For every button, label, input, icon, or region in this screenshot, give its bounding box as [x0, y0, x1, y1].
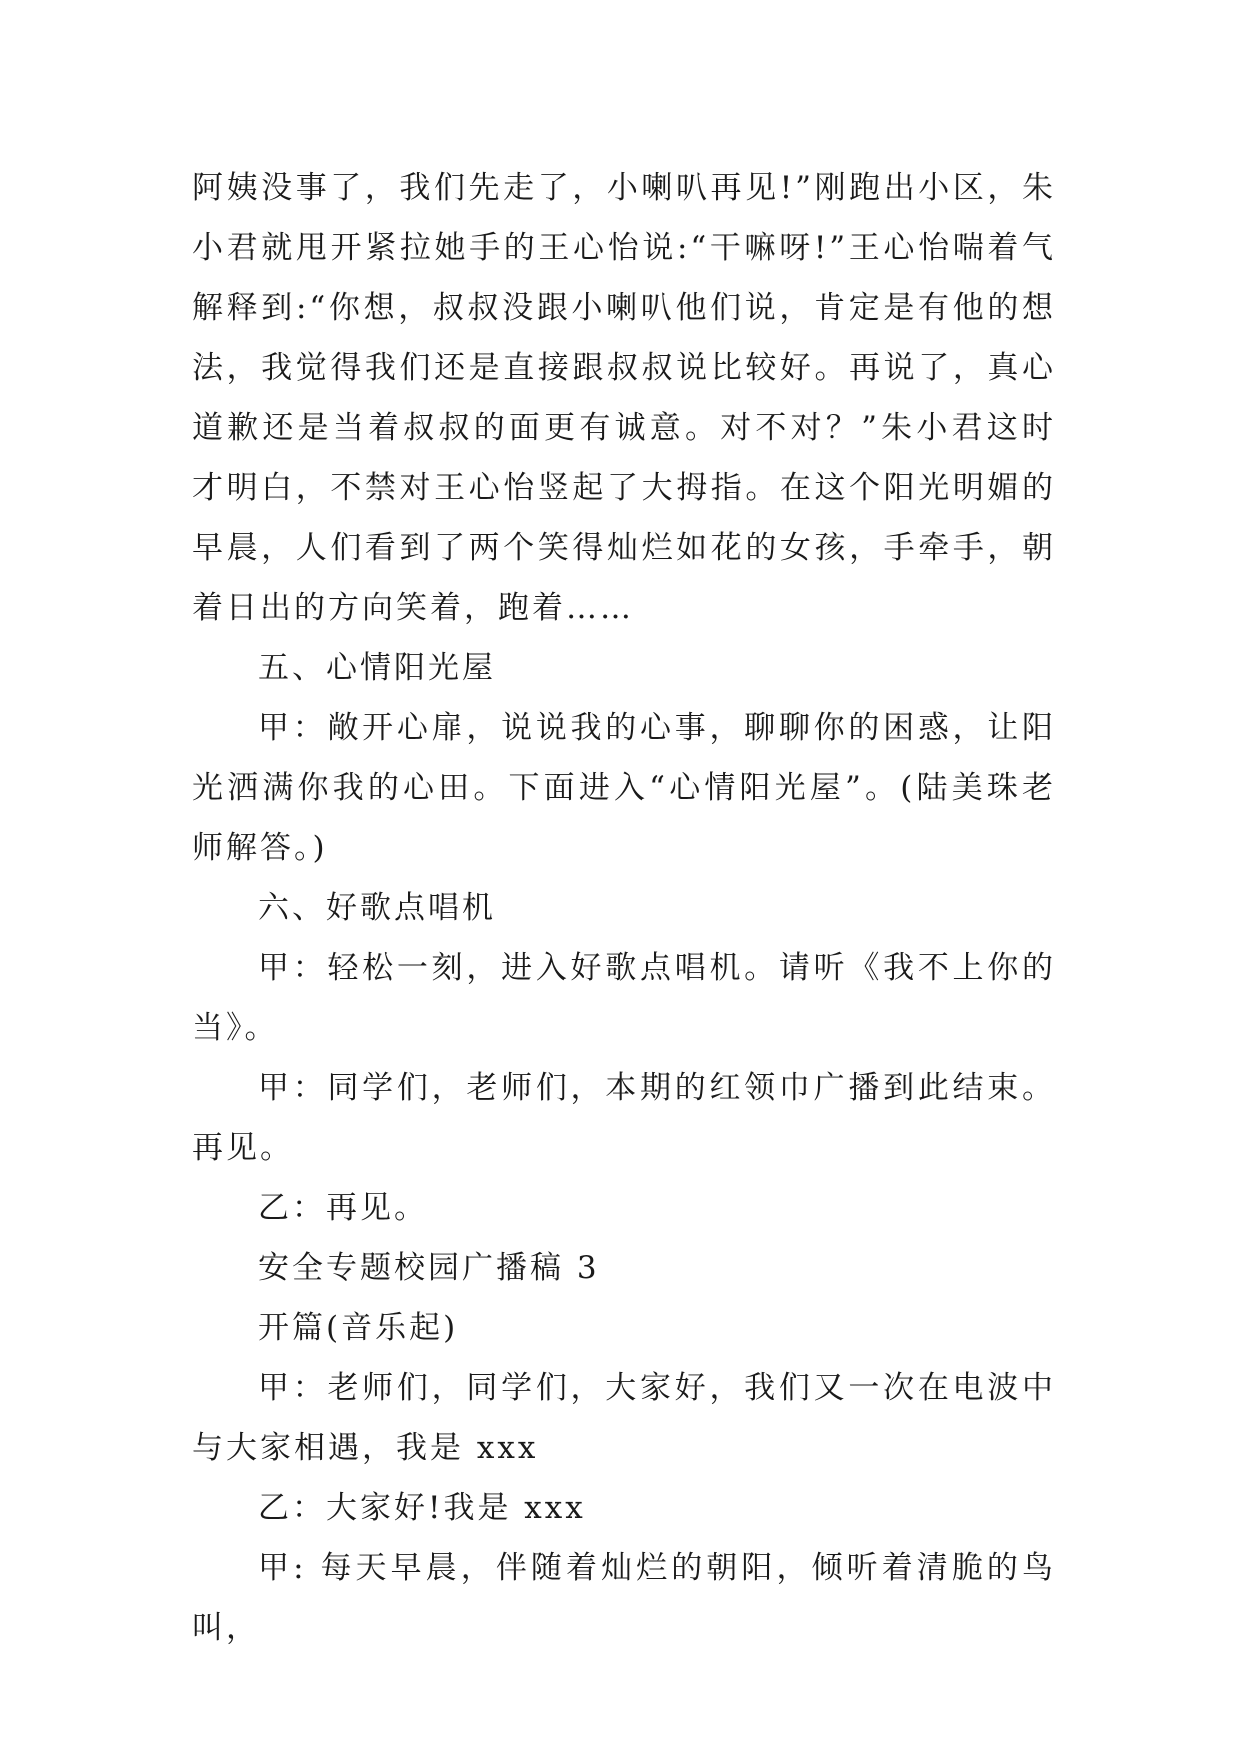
- document-section-title: 安全专题校园广播稿 3: [258, 1250, 600, 1286]
- paragraph-story-ending: 阿姨没事了，我们先走了，小喇叭再见!”刚跑出小区，朱小君就甩开紧拉她手的王心怡说:“干嘛呀!”王心怡喘着气解释到:“你想，叔叔没跟小喇叭他们说，肯定是有他的想法，我觉得我们还是直接跟叔叔说比较好。再说了，真心道歉还是当着叔叔的面更有诚意。对不对？”朱小君这时才明白，不禁对王心怡竖起了大拇指。在这个阳光明媚的早晨，人们看到了两个笑得灿烂如花的女孩，手牵手，朝着日出的方向笑着，跑着……: [192, 170, 1056, 626]
- paragraph-jia-morning: 甲: 每天早晨，伴随着灿烂的朝阳，倾听着清脆的鸟叫，: [192, 1550, 1056, 1646]
- paragraph-jia-greeting: 甲：老师们，同学们，大家好，我们又一次在电波中与大家相遇，我是 xxx: [192, 1370, 1056, 1466]
- paragraph-yi-greeting: 乙：大家好!我是 xxx: [258, 1490, 586, 1526]
- section-heading-mood-sunshine-house: 五、心情阳光屋: [258, 650, 496, 686]
- paragraph-jia-mood-house: 甲：敞开心扉，说说我的心事，聊聊你的困惑，让阳光洒满你我的心田。下面进入“心情阳光屋”。(陆美珠老师解答。): [192, 710, 1056, 866]
- paragraph-opening: 开篇(音乐起): [258, 1310, 459, 1346]
- paragraph-yi-farewell: 乙：再见。: [258, 1190, 428, 1226]
- paragraph-jia-farewell: 甲：同学们，老师们，本期的红领巾广播到此结束。再见。: [192, 1070, 1056, 1166]
- paragraph-jia-song: 甲：轻松一刻，进入好歌点唱机。请听《我不上你的当》。: [192, 950, 1056, 1046]
- section-heading-song-request: 六、好歌点唱机: [258, 890, 496, 926]
- document-body: [192, 158, 1056, 1658]
